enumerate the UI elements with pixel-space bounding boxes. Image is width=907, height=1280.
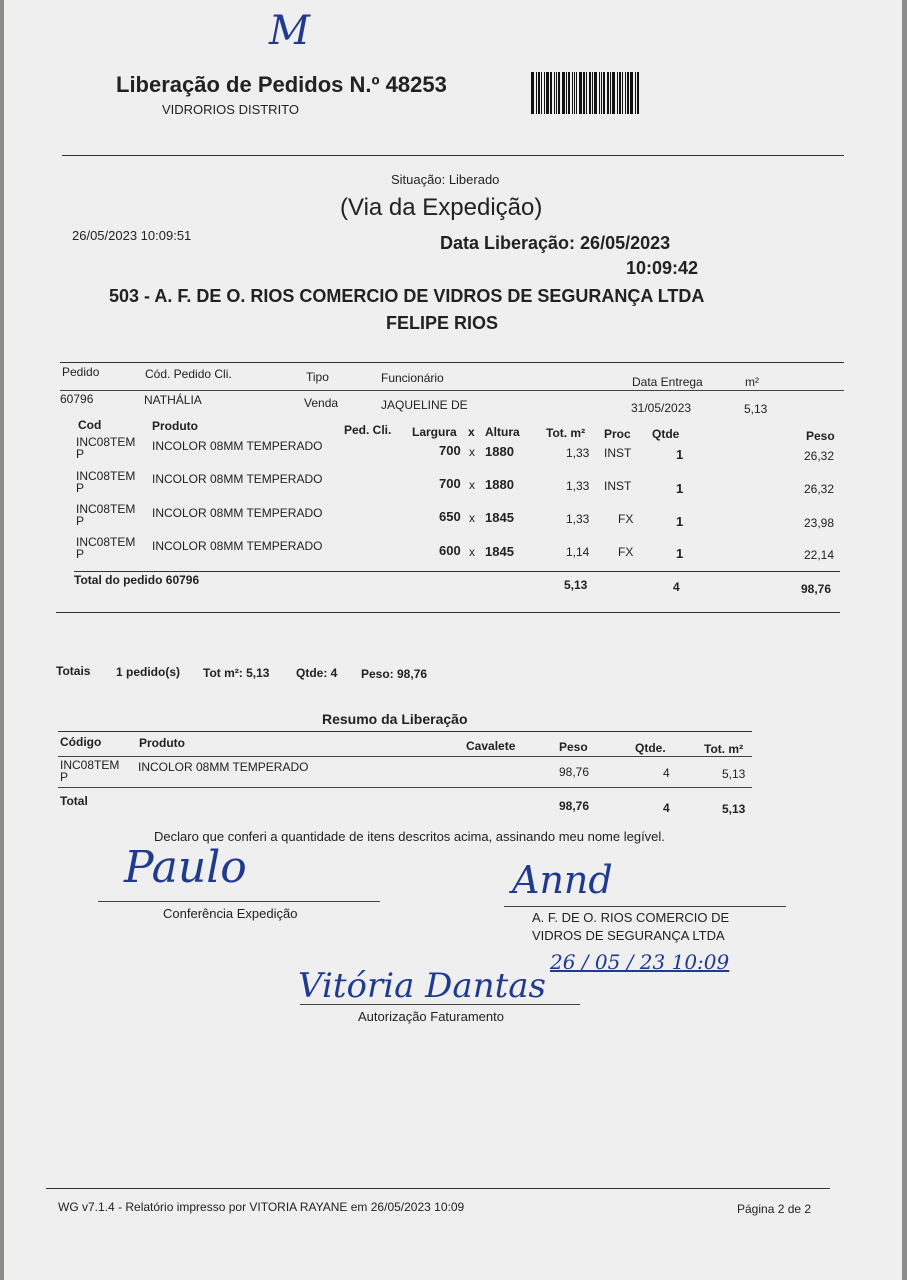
signature-cliente: Annd [512,858,613,902]
order-total-qty: 4 [673,580,680,594]
item-weight: 26,32 [804,482,835,496]
company-name: VIDRORIOS DISTRITO [162,102,299,117]
item-qty: 1 [676,481,684,496]
divider [74,571,840,572]
summary-qtde: 4 [663,766,670,780]
divider [58,731,752,732]
item-x: x [469,511,475,525]
item-proc: INST [604,479,632,493]
cliente-line2: VIDROS DE SEGURANÇA LTDA [532,928,725,943]
item-weight: 22,14 [804,548,835,562]
summary-col-cavalete: Cavalete [466,739,516,753]
totals-weight: Peso: 98,76 [361,667,428,681]
item-x: x [469,545,475,559]
summary-col-produto: Produto [139,736,185,750]
item-tot-m2: 1,33 [566,446,590,460]
divider [46,1188,830,1189]
item-proc: FX [618,512,634,526]
item-tot-m2: 1,14 [566,545,590,559]
summary-col-qtde: Qtde. [635,741,666,755]
col-altura: Altura [485,425,520,439]
item-qty: 1 [676,546,684,561]
divider [58,756,752,757]
item-x: x [469,445,475,459]
col-proc: Proc [604,427,631,441]
order-number: 60796 [60,392,94,406]
document-title: Liberação de Pedidos N.º 48253 [116,72,447,97]
item-cod: INC08TEM P [76,469,136,495]
item-proc: INST [604,446,632,460]
col-produto: Produto [152,419,198,433]
col-peso: Peso [806,429,835,443]
summary-col-tot-m2: Tot. m² [704,742,744,756]
signature-line [504,906,786,907]
situation-label: Situação: Liberado [391,172,500,187]
item-product: INCOLOR 08MM TEMPERADO [152,472,323,486]
totals-label: Totais [56,664,91,678]
col-pedido: Pedido [62,365,100,379]
item-tot-m2: 1,33 [566,479,590,493]
col-ped-cli: Ped. Cli. [344,423,392,437]
printed-at: 26/05/2023 10:09:51 [72,228,192,243]
col-tot-m2: Tot. m² [546,426,586,440]
item-width: 650 [439,509,461,524]
order-client-code: NATHÁLIA [144,393,202,407]
item-weight: 23,98 [804,516,835,530]
divider [56,612,840,613]
order-type: Venda [304,396,339,410]
item-width: 600 [439,543,461,558]
item-product: INCOLOR 08MM TEMPERADO [152,439,323,453]
cliente-line1: A. F. DE O. RIOS COMERCIO DE [532,910,730,925]
item-height: 1880 [485,477,514,492]
summary-total-peso: 98,76 [559,799,590,813]
totals-orders: 1 pedido(s) [116,665,181,679]
order-m2: 5,13 [744,402,768,416]
col-qtde: Qtde [652,427,680,441]
order-employee: JAQUELINE DE [381,398,468,412]
divider [60,362,844,363]
item-x: x [469,478,475,492]
summary-col-peso: Peso [559,740,588,754]
col-cod-pedido-cli: Cód. Pedido Cli. [145,367,232,381]
signature-line [300,1004,580,1005]
signature-conferencia: Paulo [124,842,247,893]
footer-printed-by: WG v7.1.4 - Relatório impresso por VITORIA RAYANE em 26/05/2023 10:09 [58,1200,465,1214]
summary-total-qtde: 4 [663,801,670,815]
item-product: INCOLOR 08MM TEMPERADO [152,506,323,520]
summary-title: Resumo da Liberação [322,711,468,727]
via-label: (Via da Expedição) [340,194,543,221]
col-largura: Largura [412,425,457,439]
release-date: Data Liberação: 26/05/2023 [440,233,671,253]
item-cod: INC08TEM P [76,535,136,561]
summary-produto: INCOLOR 08MM TEMPERADO [138,760,309,774]
col-x: x [468,425,475,439]
item-qty: 1 [676,447,684,462]
summary-total-label: Total [60,794,88,808]
divider [60,390,844,391]
cliente-date-handwritten: 26 / 05 / 23 10:09 [550,950,730,974]
summary-tot-m2: 5,13 [722,767,746,781]
barcode [531,72,671,114]
order-total-m2: 5,13 [564,578,588,592]
totals-m2: Tot m²: 5,13 [203,666,270,680]
release-time: 10:09:42 [626,258,699,278]
summary-total-tot-m2: 5,13 [722,802,746,816]
footer-page: Página 2 de 2 [737,1202,812,1216]
item-height: 1880 [485,444,514,459]
divider [58,787,752,788]
summary-col-codigo: Código [60,735,102,749]
document-page [4,0,902,1280]
signature-line [98,901,380,902]
item-proc: FX [618,545,634,559]
col-funcionario: Funcionário [381,371,444,385]
col-tipo: Tipo [306,370,329,384]
item-width: 700 [439,443,461,458]
item-width: 700 [439,476,461,491]
summary-codigo: INC08TEM P [60,758,120,784]
divider [62,155,844,156]
item-cod: INC08TEM P [76,502,136,528]
order-total-weight: 98,76 [801,582,832,596]
summary-peso: 98,76 [559,765,590,779]
declaration-text: Declaro que conferi a quantidade de itens descritos acima, assinando meu nome legível. [154,829,665,844]
totals-qty: Qtde: 4 [296,666,338,680]
order-delivery-date: 31/05/2023 [631,401,692,415]
item-product: INCOLOR 08MM TEMPERADO [152,539,323,553]
item-weight: 26,32 [804,449,835,463]
conferencia-label: Conferência Expedição [163,906,298,921]
item-tot-m2: 1,33 [566,512,590,526]
col-data-entrega: Data Entrega [632,375,703,389]
item-height: 1845 [485,544,514,559]
item-height: 1845 [485,510,514,525]
col-m2: m² [745,375,759,389]
client-contact: FELIPE RIOS [386,313,499,333]
col-cod: Cod [78,418,102,432]
client-name: 503 - A. F. DE O. RIOS COMERCIO DE VIDROS DE SEGURANÇA LTDA [109,286,705,306]
faturamento-label: Autorização Faturamento [358,1009,504,1024]
item-cod: INC08TEM P [76,435,136,461]
signature-faturamento: Vitória Dantas [298,966,546,1006]
order-total-label: Total do pedido 60796 [74,573,200,587]
item-qty: 1 [676,514,684,529]
handwritten-mark: M [269,8,310,54]
